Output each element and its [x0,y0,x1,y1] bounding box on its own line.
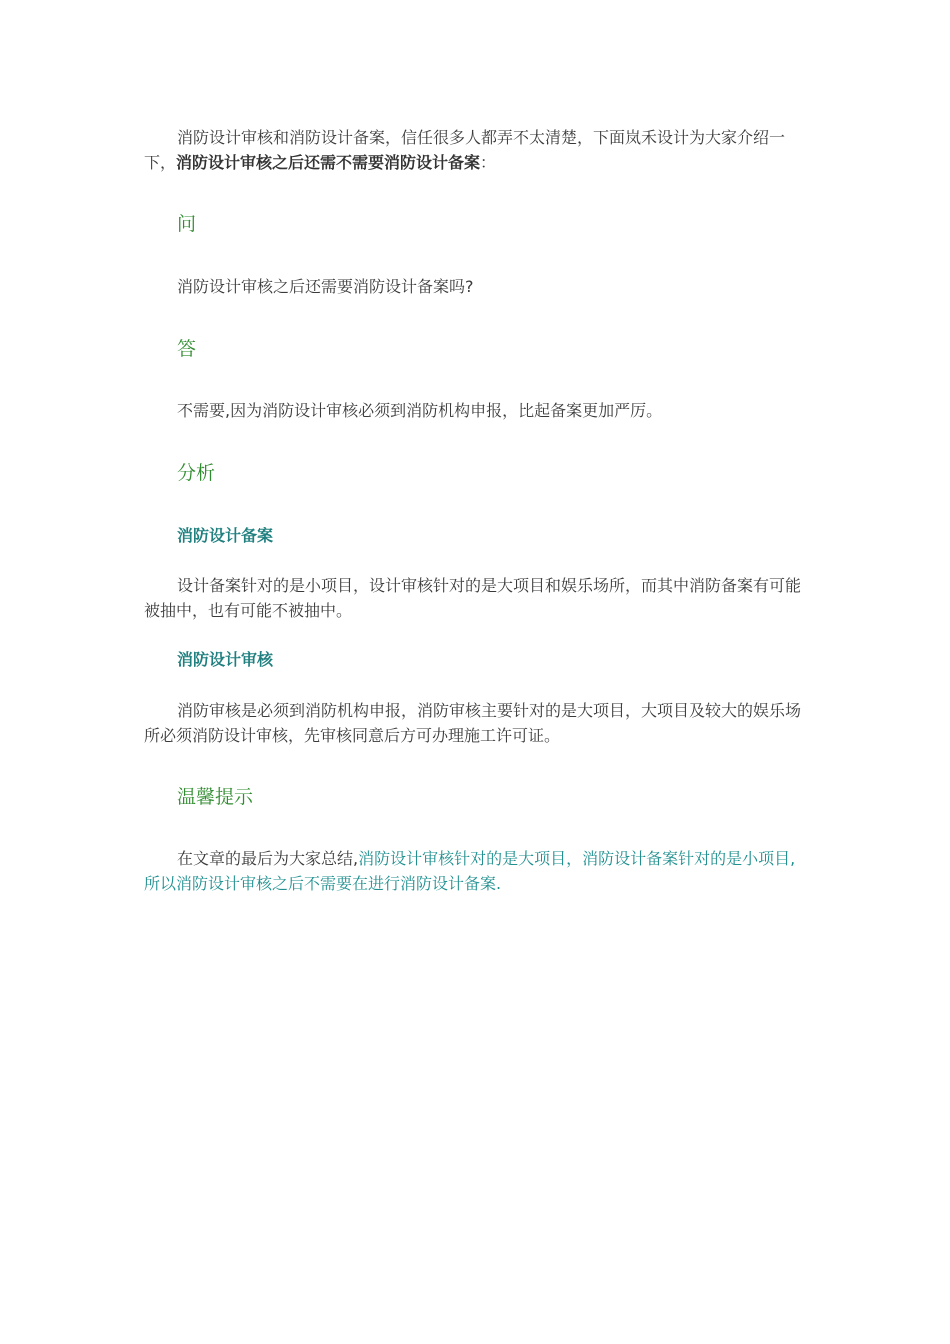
filing-subheading: 消防设计备案 [177,526,274,545]
intro-paragraph [144,125,804,175]
filing-paragraph: 设计备案针对的是小项目，设计审核针对的是大项目和娱乐场所，而其中消防备案有可能被抽中，也有可能不被抽中。 [144,576,802,620]
review-paragraph: 消防审核是必须到消防机构申报，消防审核主要针对的是大项目，大项目及较大的娱乐场所必须消防设计审核，先审核同意后方可办理施工许可证。 [144,701,802,745]
answer-heading: 答 [177,338,197,360]
answer-paragraph: 不需要,因为消防设计审核必须到消防机构申报，比起备案更加严厉。 [177,401,663,420]
intro-tail: ： [480,153,497,172]
tips-lead: 在文章的最后为大家总结, [177,849,359,868]
analysis-heading: 分析 [177,462,216,484]
question-heading: 问 [177,213,197,235]
intro-bold-text: 消防设计审核之后还需不需要消防设计备案 [176,153,481,172]
review-subheading: 消防设计审核 [177,650,274,669]
tips-heading: 温馨提示 [177,786,254,808]
tips-paragraph [144,846,804,896]
question-paragraph: 消防设计审核之后还需要消防设计备案吗? [177,277,474,296]
intro-text: 消防设计审核和消防设计备案，信任很多人都弄不太清楚，下面岚禾设计为大家介绍一下， [144,128,786,172]
tips-highlight: 消防设计审核针对的是大项目，消防设计备案针对的是小项目,所以消防设计审核之后不需要在进行消防设计备案. [144,849,796,893]
